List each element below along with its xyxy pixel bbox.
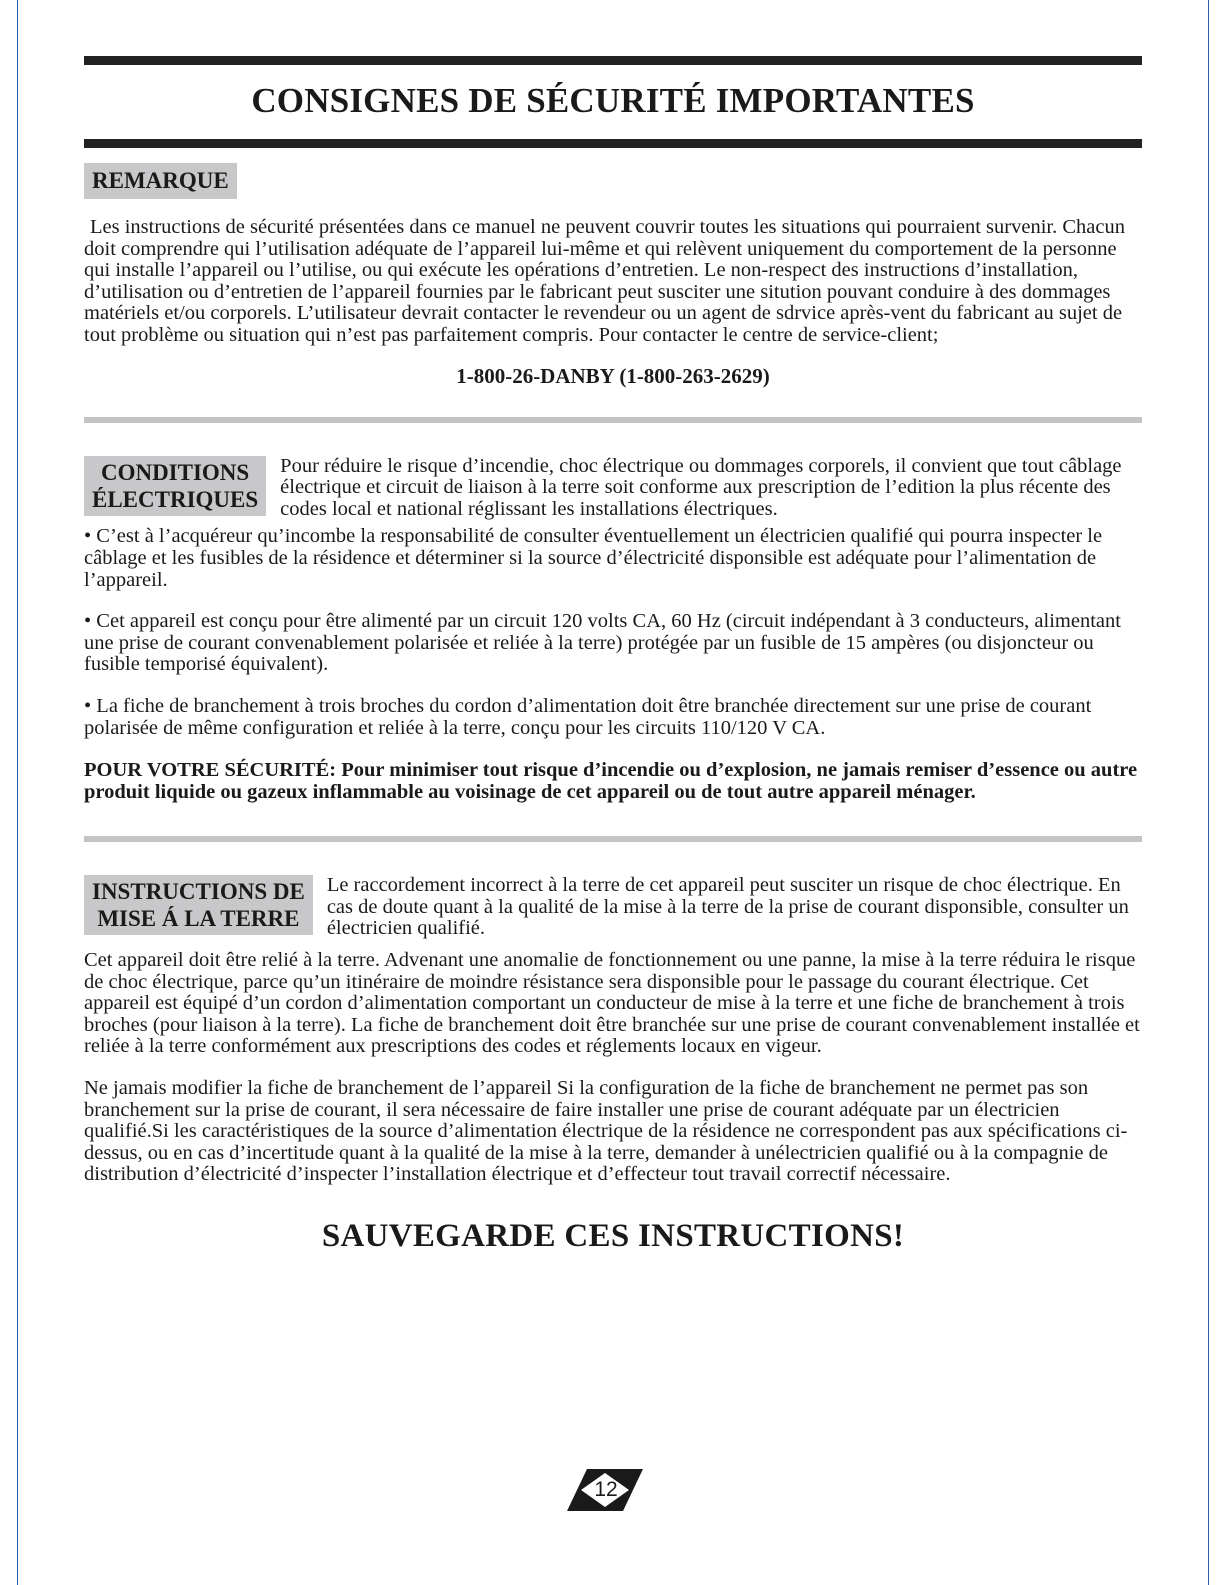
electrical-bullet: • Cet appareil est conçu pour être alimenté par un circuit 120 volts CA, 60 Hz (circuit indépendant à 3 conducteurs, alimentant une prise de courant convenablement polarisée et reliée à la terre) protégée par un fusible de 15 ampères (ou disjoncteur ou fusible temporisé équivalent). (84, 610, 1121, 676)
page-title: CONSIGNES DE SÉCURITÉ IMPORTANTES (251, 81, 975, 120)
electrical-tag-line1: CONDITIONS (100, 459, 250, 485)
grounding-tag-line1: INSTRUCTIONS DE (92, 879, 305, 905)
page-edge-left (17, 0, 18, 1585)
grounding-body: Cet appareil doit être relié à la terre. Advenant une anomalie de fonctionnement ou une panne, la mise à la terre réduira le risque de choc électrique, parce qu’un itinéraire de moindre résistance sera disponsible pour le passage du courant électrique. Cet appareil est équipé d’un cordon d’alimentation comportant un conducteur de mise à la terre et une fiche de branchement à trois broches (pour liaison à la terre). La fiche de branchement doit être branchée sur une prise de courant convenablement installée et reliée à la terre conformément aux prescriptions des codes et réglements locaux en vigeur. (84, 949, 1140, 1058)
page-number: 12 (594, 1478, 618, 1501)
grounding-intro: Le raccordement incorrect à la terre de cet appareil peut susciter un risque de choc électrique. En cas de doute quant à la qualité de la mise à la terre de la prise de courant disponsible, consulter un électricien qualifié. (326, 874, 1129, 940)
grounding-section-head (84, 875, 1142, 940)
electrical-tag-line2: ÉLECTRIQUES (92, 486, 259, 512)
grounding-body: Ne jamais modifier la fiche de branchement de l’appareil Si la configuration de la fiche de branchement ne permet pas son branchement sur la prise de courant, il sera nécessaire de faire installer une prise de courant adéquate par un électricien qualifié.Si les caractéristiques de la source d’alimentation électrique de la résidence ne correspondent pas aux spécifications ci-dessus, ou en cas d’incertitude quant à la qualité de la mise à la terre, demander à unélectricien qualifié ou à la compagnie de distribution d’électricité d’inspecter l’installation électrique et d’effecteur tout travail correctif nécessaire. (84, 1077, 1128, 1186)
safety-warning: POUR VOTRE SÉCURITÉ: Pour minimiser tout risque d’incendie ou d’explosion, ne jamais remiser d’essence ou autre produit liquide ou gazeux inflammable au voisinage de cet appareil ou de tout autre appareil ménager. (84, 759, 1138, 803)
electrical-tag (84, 456, 266, 516)
service-phone: 1-800-26-DANBY (1-800-263-2629) (456, 363, 770, 388)
save-instructions-banner: SAUVEGARDE CES INSTRUCTIONS! (321, 1218, 905, 1254)
section-divider (84, 836, 1142, 842)
electrical-intro: Pour réduire le risque d’incendie, choc électrique ou dommages corporels, il convient que tout câblage électrique et circuit de liaison à la terre soit conforme aux prescription de l’edition la plus récente des codes local et national réglissant les installations électriques. (280, 454, 1122, 520)
electrical-section-head (84, 456, 1142, 521)
grounding-tag-line2: MISE Á LA TERRE (97, 906, 300, 932)
remarque-tag: REMARQUE (84, 163, 237, 199)
section-divider (84, 417, 1142, 423)
title-rule (84, 139, 1142, 148)
page-edge-right (1208, 0, 1209, 1585)
electrical-bullet: • C’est à l’acquéreur qu’incombe la responsabilité de consulter éventuellement un électricien qualifié qui pourra inspecter le câblage et les fusibles de la résidence et déterminer si la source d’électricité disponsible est adéquate pour l’alimentation de l’appareil. (84, 525, 1103, 591)
top-rule (84, 56, 1142, 65)
electrical-bullet: • La fiche de branchement à trois broches du cordon d’alimentation doit être branchée directement sur une prise de courant polarisée de même configuration et reliée à la terre, conçu pour les circuits 110/120 V CA. (84, 694, 1092, 739)
remarque-text: Les instructions de sécurité présentées dans ce manuel ne peuvent couvrir toutes les situations qui pourraient survenir. Chacun doit comprendre qui l’utilisation adéquate de l’appareil lui-même et qui relèvent uniquement du comportement de la personne qui installe l’appareil ou l’utilise, ou qui exécute les opérations d’entretien. Le non-respect des instructions d’installation, d’utilisation ou d’entretien de l’appareil fournies par le fabricant peut susciter une sitution pouvant conduire à des dommages matériels et/ou corporels. L’utilisateur devrait contacter le revendeur ou un agent de sdrvice après-vent du fabricant au sujet de tout problème ou situation qui n’est pas parfaitement compris. Pour contacter le centre de service-client; (84, 216, 1125, 346)
page-content (84, 0, 1142, 1256)
grounding-tag (84, 875, 313, 935)
